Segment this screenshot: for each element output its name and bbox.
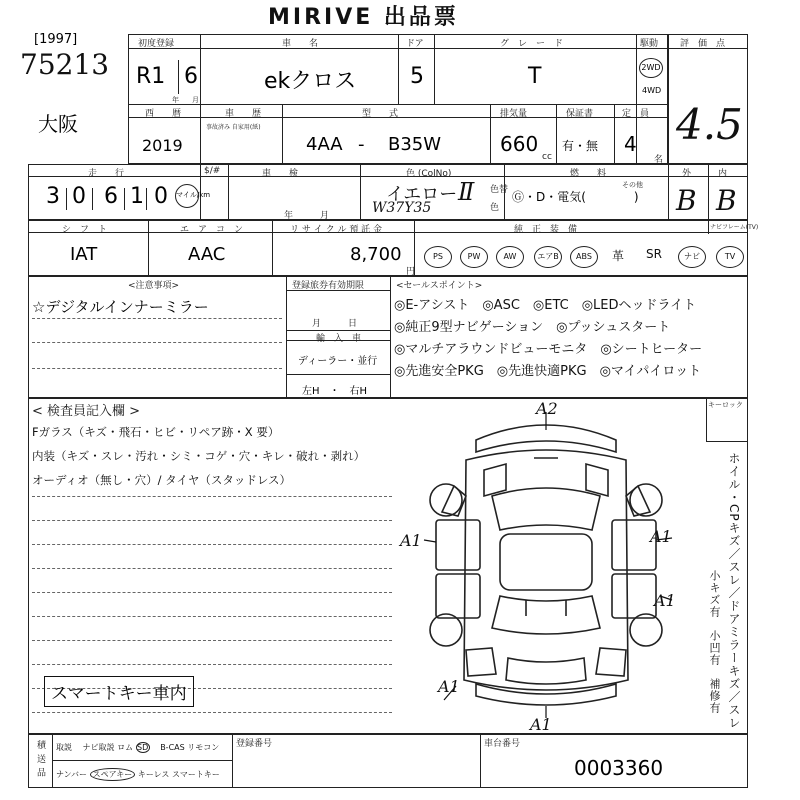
bottom-row2 — [56, 768, 220, 781]
inspection-label: 車 検 — [262, 169, 299, 179]
equipment-label: 純 正 装 備 — [514, 225, 578, 235]
car-diagram — [396, 400, 696, 730]
right-vertical-notes-2: 小キズ有 小凹有 補修有 — [708, 570, 721, 714]
equip-aw: AW — [496, 246, 524, 268]
equipment-corner: ナビフレーム(TV) — [710, 224, 759, 231]
car-name-label: 車 名 — [282, 39, 319, 49]
keylock-label: キーロック — [708, 401, 743, 409]
sales-point: ◎先進安全PKG ◎先進快適PKG ◎マイパイロット — [394, 364, 702, 379]
drive-2wd: 2WD — [639, 55, 663, 78]
sales-points-label: <セールスポイント> — [396, 281, 483, 291]
bottom-item: B-CAS — [160, 743, 185, 752]
document-title: MIRIVE 出品票 — [268, 5, 459, 30]
bottom-item: スマートキー — [171, 770, 220, 779]
color-value: イエロー — [386, 184, 458, 205]
interior-value: B — [716, 184, 737, 217]
mileage-digit: 0 — [154, 184, 168, 209]
damage-mark: A1 — [654, 591, 676, 610]
inspection-ym: 年 月 — [284, 211, 330, 221]
color-roman: Ⅱ — [458, 178, 475, 206]
hand-value: 左H ・ 右H — [302, 386, 368, 397]
smart-key-text: スマートキー車内 — [51, 684, 187, 704]
era-value: R1 — [136, 64, 166, 89]
bottom-item: ナンバー — [56, 770, 88, 779]
equip-tv: TV — [716, 246, 744, 268]
damage-mark: A2 — [536, 400, 558, 418]
equip-pw: PW — [460, 246, 488, 268]
mileage-digit: 0 — [72, 184, 86, 209]
damage-mark: A1 — [438, 677, 460, 696]
equip-leather: 革 — [612, 249, 625, 263]
drive-4wd: 4WD — [642, 86, 662, 95]
bottom-item: リモコン — [187, 743, 220, 752]
inspector-note: Fガラス（キズ・飛石・ヒビ・リペア跡・X 要） — [32, 425, 280, 439]
seireki-label: 西 暦 — [145, 109, 182, 119]
bottom-item: ナビ取説 — [82, 743, 115, 752]
aircon-value: AAC — [188, 244, 226, 265]
shift-label: シ フ ト — [62, 225, 108, 235]
chassis-no-label: 車台番号 — [484, 739, 521, 749]
bottom-item: 取説 — [56, 743, 72, 752]
import-label: 輸 入 車 — [316, 334, 362, 344]
car-name-value: ekクロス — [264, 69, 357, 94]
doors-value: 5 — [410, 64, 424, 89]
bottom-item-sd: SD — [137, 743, 149, 752]
recycle-value: 8,700 — [350, 244, 402, 265]
warranty-value: 有・無 — [562, 139, 599, 153]
equip-ps: PS — [424, 246, 452, 268]
dollar-label: $/# — [204, 166, 221, 176]
mileage-digits — [46, 184, 176, 212]
score-label: 評 価 点 — [680, 39, 726, 49]
damage-mark: A1 — [400, 531, 422, 550]
first-reg-label: 初度登録 — [138, 39, 175, 49]
bottom-item-spare-key: スペアキー — [90, 768, 136, 781]
damage-mark: A1 — [650, 527, 672, 546]
capacity-label: 定 員 — [622, 109, 650, 119]
smart-key-note — [44, 676, 194, 707]
shaken-label: 車 歴 — [225, 109, 262, 119]
inspector-note: 内装（キズ・スレ・汚れ・シミ・コゲ・穴・キレ・破れ・剥れ） — [32, 449, 366, 463]
damage-mark: A1 — [530, 715, 552, 730]
mileage-unit: マイル/km — [175, 184, 199, 208]
inspector-note: オーディオ（無し・穴）/ タイヤ（スタッドレス） — [32, 473, 292, 487]
warranty-label: 保証書 — [566, 109, 594, 119]
equip-airbag: エアB — [534, 246, 562, 268]
reg-limit-label: 登録旅券有効期限 — [292, 281, 365, 291]
mileage-digit: 1 — [130, 184, 144, 209]
equip-sr: SR — [646, 247, 662, 261]
chassis-no-value: 0003360 — [574, 756, 664, 780]
interior-label: 内 — [718, 169, 728, 179]
model-sep: - — [358, 134, 365, 155]
score-value: 4.5 — [676, 100, 743, 149]
fuel-options: Ⓖ・D・電気( ) — [512, 190, 639, 204]
grade-label: グ レ ー ド — [500, 39, 564, 49]
dealer-value: ディーラー・並行 — [298, 356, 378, 367]
inspector-label: < 検査員記入欄 > — [32, 404, 141, 419]
mileage-label: 走 行 — [88, 169, 125, 179]
sales-point: ◎マルチアラウンドビューモニタ ◎シートヒーター — [394, 342, 703, 357]
sales-point: ◎純正9型ナビゲーション ◎プッシュスタート — [394, 320, 671, 335]
seireki-value: 2019 — [142, 136, 183, 155]
shaken-sub: 事故済み 自家用(紙) — [206, 124, 261, 131]
region: 大阪 — [38, 112, 78, 136]
bottom-item: ロム — [117, 743, 134, 752]
mileage-digit: 3 — [46, 184, 60, 209]
exterior-label: 外 — [682, 169, 692, 179]
drive-label: 駆動 — [640, 39, 659, 49]
right-vertical-notes: ホイル・CPキズ／スレ／ドアミラーキズ／スレ — [727, 452, 741, 730]
lot-number: 75213 — [20, 48, 110, 81]
doors-label: ドア — [406, 39, 424, 49]
bottom-side-label: 積 送 品 — [35, 740, 45, 778]
displacement-value: 660 — [500, 132, 539, 156]
capacity-value: 4 — [624, 132, 637, 156]
equip-navi: ナビ — [678, 246, 706, 268]
aircon-label: エ ア コ ン — [180, 225, 244, 235]
notes-label: <注意事項> — [128, 281, 180, 291]
exterior-value: B — [676, 184, 697, 217]
model-a: 4AA — [306, 134, 343, 155]
bottom-row1 — [56, 742, 219, 753]
fuel-label: 燃 料 — [570, 169, 607, 179]
displacement-label: 排気量 — [500, 109, 528, 119]
color-label: 色 (ColNo) — [406, 169, 452, 179]
model-label: 型 式 — [362, 109, 399, 119]
bottom-item: キーレス — [137, 770, 170, 779]
sales-point: ◎E-アシスト ◎ASC ◎ETC ◎LEDヘッドライト — [394, 298, 697, 313]
recycle-label: リ サ イ ク ル 預 託 金 — [290, 225, 383, 235]
shift-value: IAT — [70, 244, 98, 265]
era-month-value: 6 — [184, 64, 198, 89]
grade-value: T — [528, 64, 542, 89]
equip-abs: ABS — [570, 246, 598, 268]
color-code: W37Y35 — [372, 200, 432, 216]
reg-no-label: 登録番号 — [236, 739, 273, 749]
year-box: [1997] — [34, 32, 78, 47]
model-b: B35W — [388, 134, 442, 155]
mileage-digit: 6 — [104, 184, 118, 209]
note-line: ☆デジタルインナーミラー — [32, 298, 209, 316]
